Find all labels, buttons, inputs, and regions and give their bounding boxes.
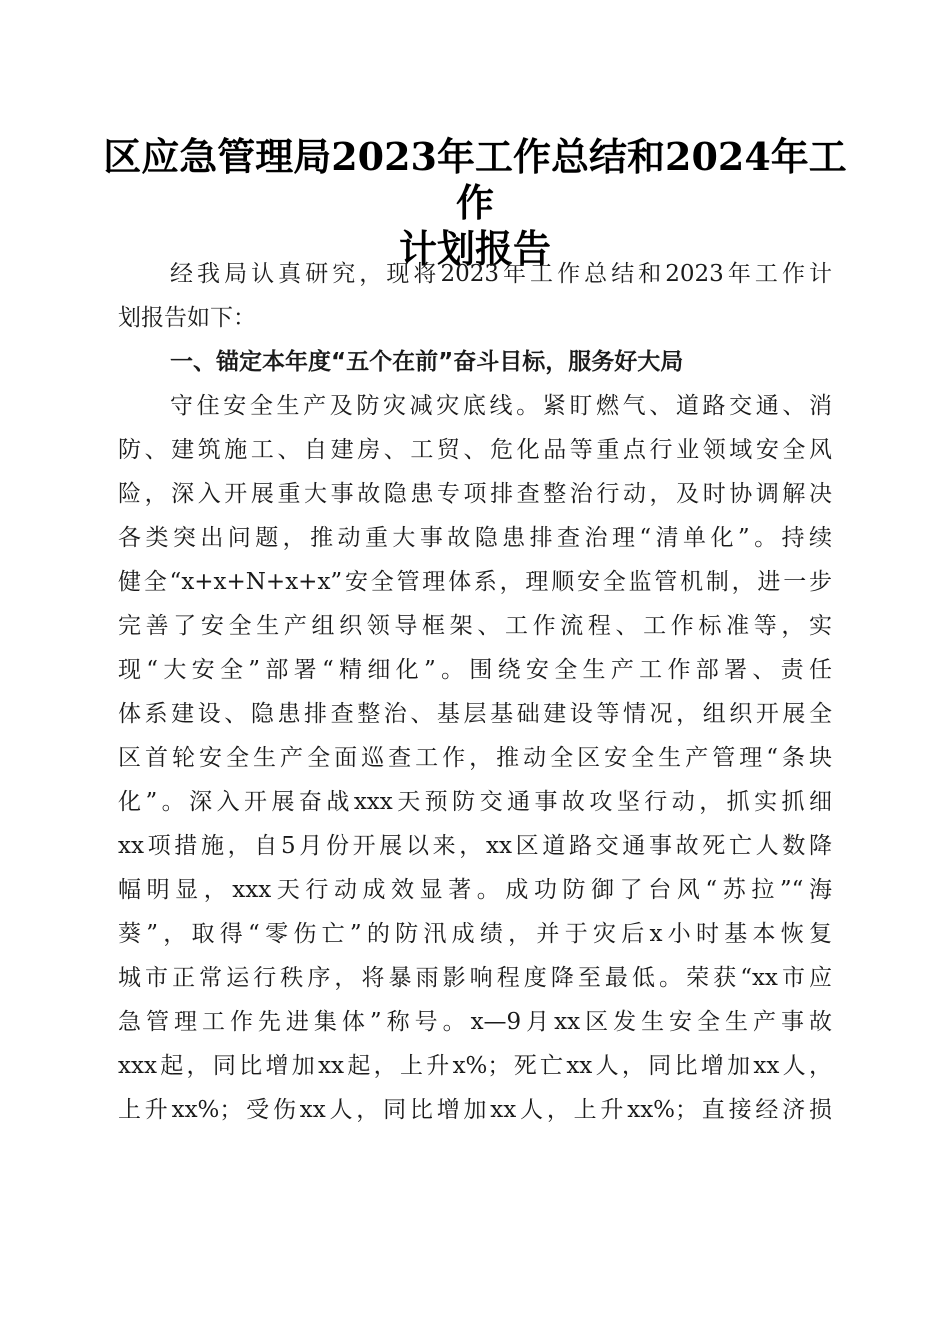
section-heading: 一、锚定本年度“五个在前”奋斗目标，服务好大局 (170, 349, 684, 375)
body-paragraph-line: 体系建设、隐患排查整治、基层基础建设等情况，组织开展全 (118, 701, 832, 727)
body-paragraph-line: 险，深入开展重大事故隐患专项排查整治行动，及时协调解决 (118, 481, 832, 507)
body-paragraph-line: 防、建筑施工、自建房、工贸、危化品等重点行业领域安全风 (118, 437, 832, 463)
body-paragraph-line: 幅明显，xxx天行动成效显著。成功防御了台风“苏拉”“海 (118, 877, 832, 903)
body-paragraph-line: xxx起，同比增加xx起，上升x%；死亡xx人，同比增加xx人， (118, 1053, 832, 1079)
body-paragraph-line: 化”。深入开展奋战xxx天预防交通事故攻坚行动，抓实抓细 (118, 789, 832, 815)
title-line: 计划报告 (398, 226, 551, 271)
title-line: 区应急管理局2023年工作总结和2024年工作 (103, 134, 847, 225)
body-paragraph-line: 上升xx%；受伤xx人，同比增加xx人，上升xx%；直接经济损 (118, 1097, 832, 1123)
body-paragraph-line: 各类突出问题，推动重大事故隐患排查治理“清单化”。持续 (118, 525, 832, 551)
body-paragraph-line: xx项措施，自5月份开展以来，xx区道路交通事故死亡人数降 (118, 833, 832, 859)
body-paragraph-line: 守住安全生产及防灾减灾底线。紧盯燃气、道路交通、消 (170, 393, 832, 419)
body-paragraph-line: 健全“x+x+N+x+x”安全管理体系，理顺安全监管机制，进一步 (118, 569, 832, 595)
intro-paragraph-line: 划报告如下： (118, 305, 256, 331)
intro-paragraph-line: 经我局认真研究，现将2023年工作总结和2023年工作计 (170, 261, 832, 287)
body-paragraph-line: 完善了安全生产组织领导框架、工作流程、工作标准等，实 (118, 613, 832, 639)
body-paragraph-line: 区首轮安全生产全面巡查工作，推动全区安全生产管理“条块 (118, 745, 832, 771)
body-paragraph-line: 葵”，取得“零伤亡”的防汛成绩，并于灾后x小时基本恢复 (118, 921, 832, 947)
body-paragraph-line: 现“大安全”部署“精细化”。围绕安全生产工作部署、责任 (118, 657, 832, 683)
body-paragraph-line: 急管理工作先进集体”称号。x—9月xx区发生安全生产事故 (118, 1009, 832, 1035)
body-paragraph-line: 城市正常运行秩序，将暴雨影响程度降至最低。荣获“xx市应 (118, 965, 832, 991)
document-body (118, 252, 832, 1132)
